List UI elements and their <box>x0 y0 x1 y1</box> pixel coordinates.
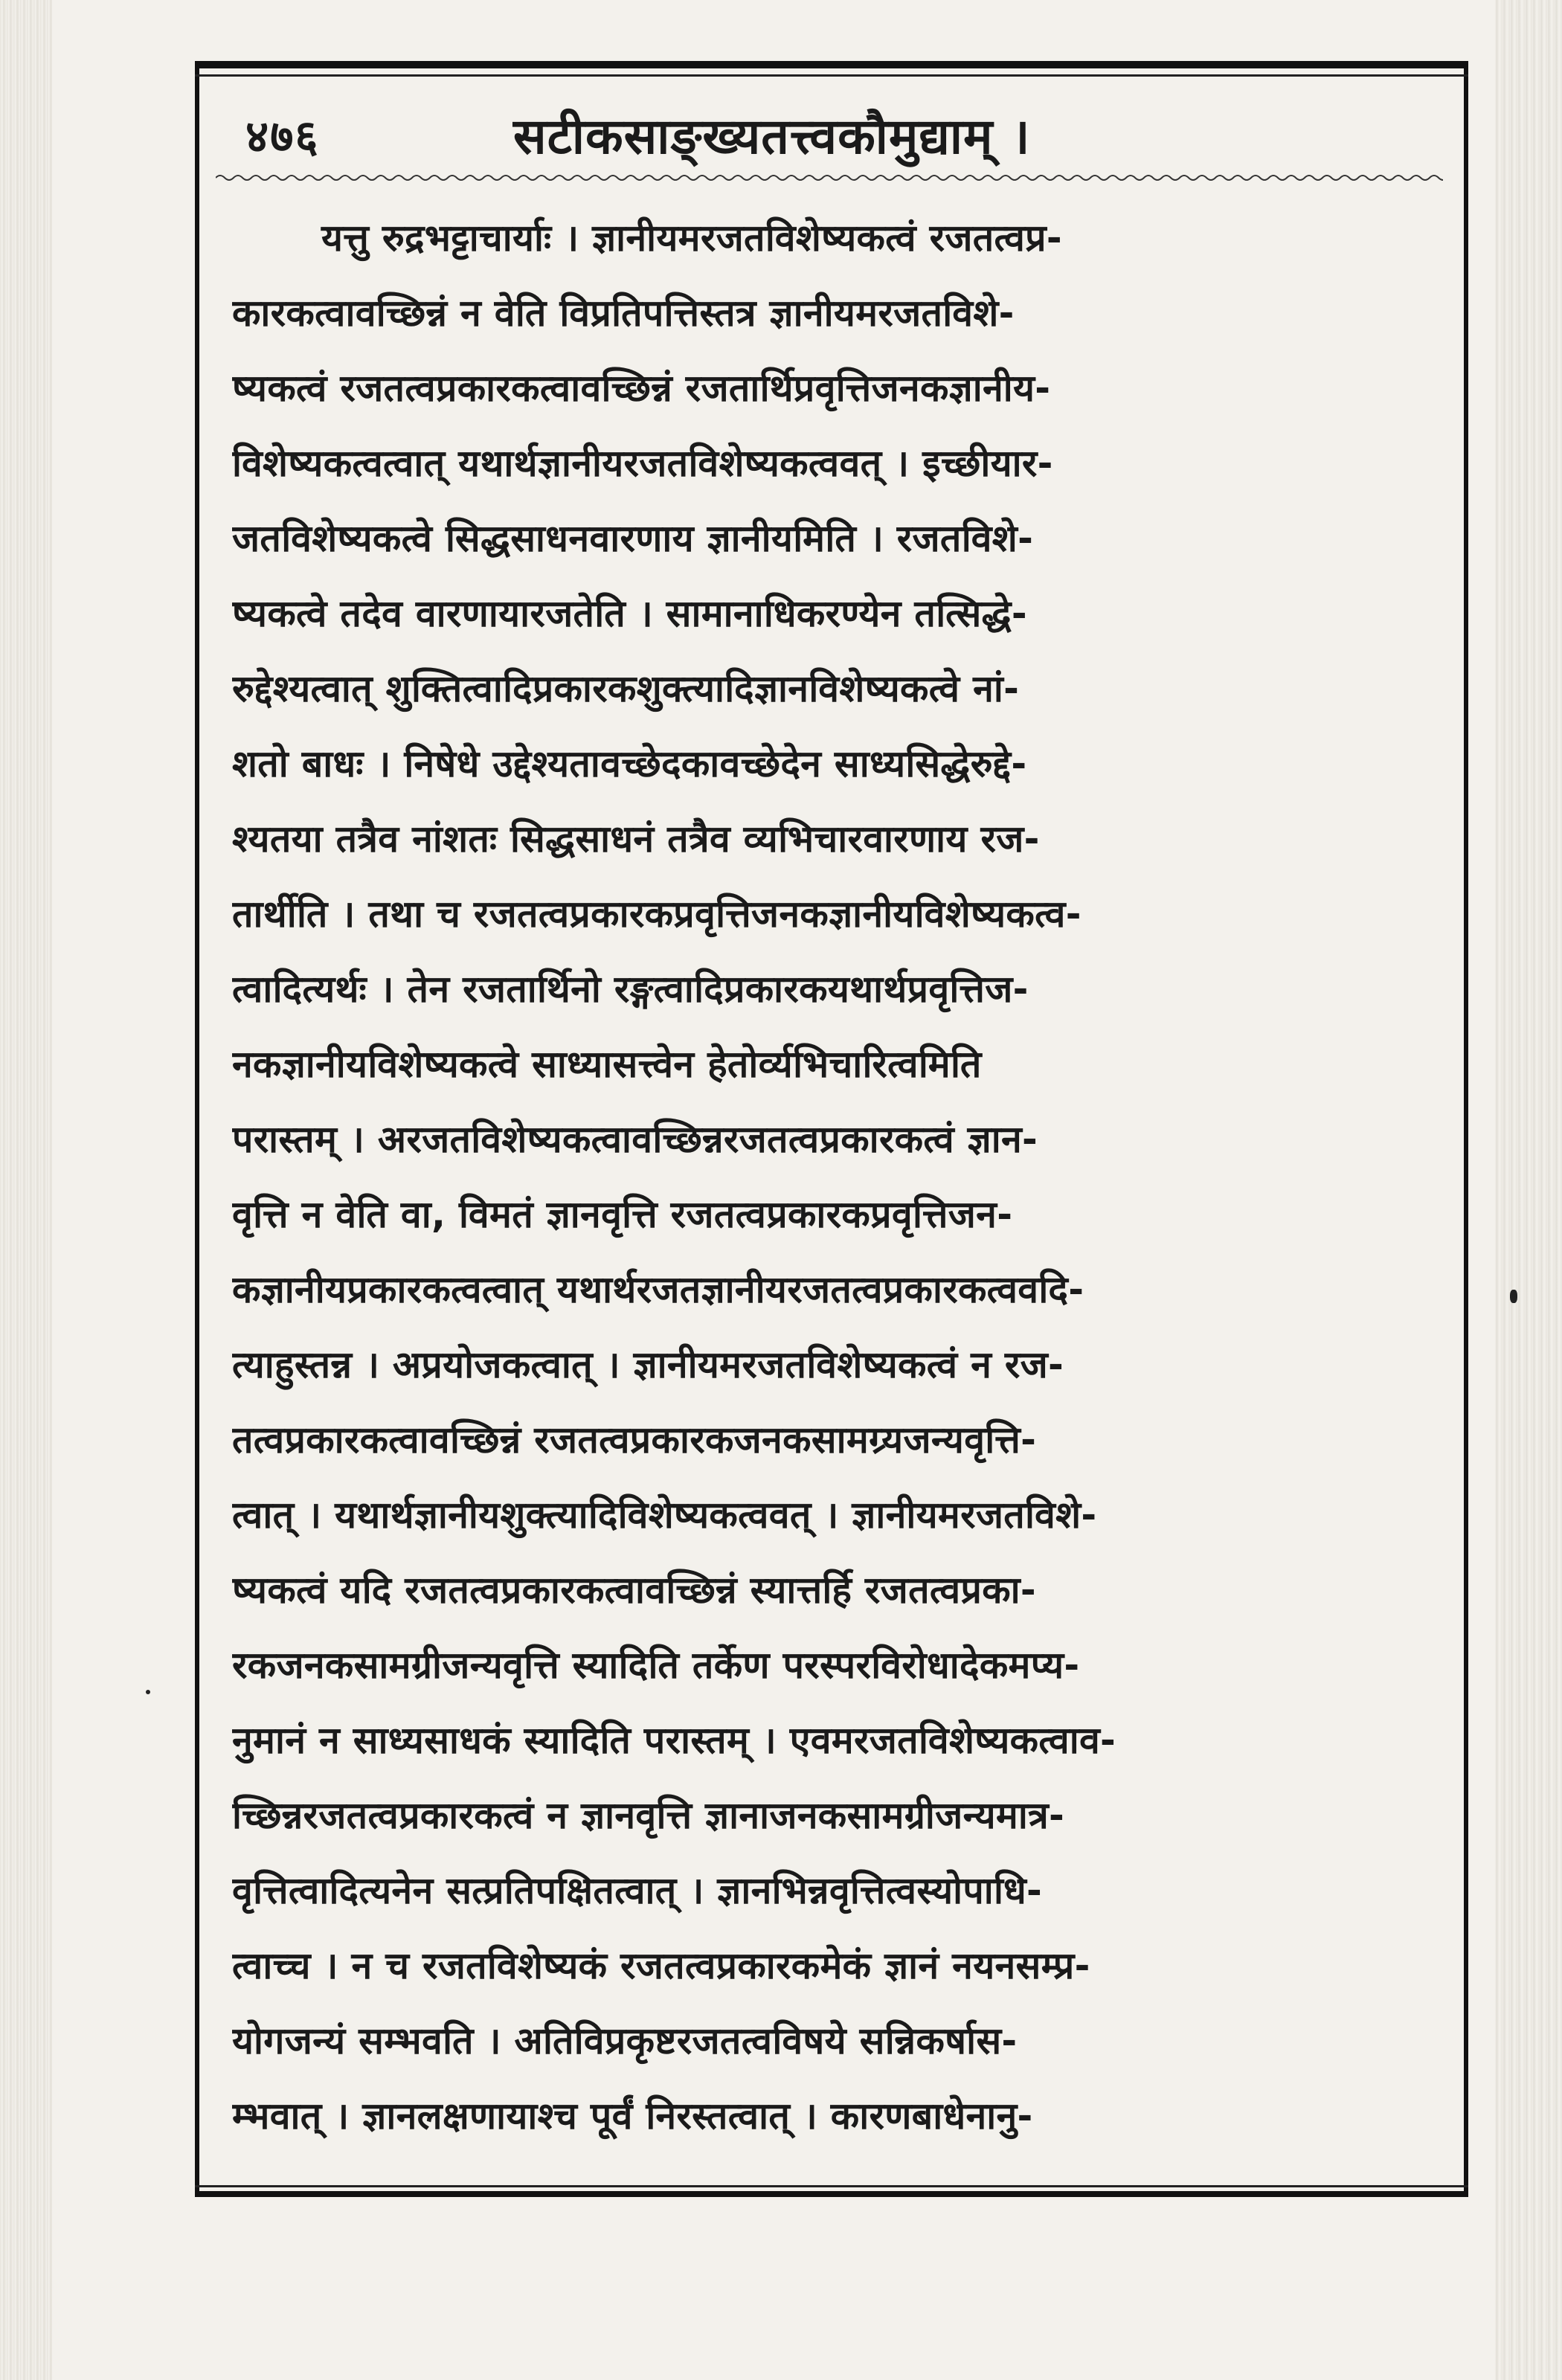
text-line: त्याहुस्तन्न । अप्रयोजकत्वात् । ज्ञानीयमरजतविशेष्यकत्वं न रज- <box>232 1343 1064 1386</box>
text-line: त्वादित्यर्थः । तेन रजतार्थिनो रङ्गत्वादिप्रकारकयथार्थप्रवृत्तिज- <box>232 968 1029 1011</box>
frame-inner-rule-top <box>195 74 1468 77</box>
scan-speck <box>1510 1290 1517 1303</box>
text-line: वृत्ति न वेति वा, विमतं ज्ञानवृत्ति रजतत्वप्रकारकप्रवृत्तिजन- <box>232 1193 1013 1236</box>
body-text <box>232 201 1442 2154</box>
text-line: त्वात् । यथार्थज्ञानीयशुक्त्यादिविशेष्यकत्ववत् । ज्ञानीयमरजतविशे- <box>232 1493 1097 1537</box>
text-line: शतो बाधः । निषेधे उद्देश्यतावच्छेदकावच्छेदेन साध्यसिद्धेरुद्दे- <box>232 742 1027 785</box>
text-line: योगजन्यं सम्भवति । अतिविप्रकृष्टरजतत्वविषये सन्निकर्षास- <box>232 2019 1018 2062</box>
text-line: च्छिन्नरजतत्वप्रकारकत्वं न ज्ञानवृत्ति ज्ञानाजनकसामग्रीजन्यमात्र- <box>232 1794 1065 1837</box>
text-line: नकज्ञानीयविशेष्यकत्वे साध्यासत्त्वेन हेतोर्व्यभिचारित्वमिति <box>232 1043 982 1086</box>
frame-inner-rule-bottom <box>195 2185 1468 2187</box>
binding-shadow-left <box>0 0 52 2380</box>
text-line: जतविशेष्यकत्वे सिद्धसाधनवारणाय ज्ञानीयमिति । रजतविशे- <box>232 517 1034 560</box>
text-line: कारकत्वावच्छिन्नं न वेति विप्रतिपत्तिस्तत्र ज्ञानीयमरजतविशे- <box>232 292 1015 335</box>
running-title: सटीकसाङ्ख्यतत्त्वकौमुद्याम् । <box>513 107 1031 165</box>
text-line: म्भवात् । ज्ञानलक्षणायाश्च पूर्वं निरस्तत्वात् । कारणबाधेनानु- <box>232 2094 1033 2138</box>
text-line: रकजनकसामग्रीजन्यवृत्ति स्यादिति तर्केण परस्परविरोधादेकमप्य- <box>232 1644 1080 1687</box>
header-wavy-rule <box>216 173 1443 183</box>
binding-shadow-right <box>1495 0 1562 2380</box>
text-line: ष्यकत्वं रजतत्वप्रकारकत्वावच्छिन्नं रजतार्थिप्रवृत्तिजनकज्ञानीय- <box>232 367 1051 410</box>
text-line: यत्तु रुद्रभट्टाचार्याः । ज्ञानीयमरजतविशेष्यकत्वं रजतत्वप्र- <box>321 216 1062 260</box>
text-line: रुद्देश्यत्वात् शुक्तित्वादिप्रकारकशुक्त्यादिज्ञानविशेष्यकत्वे नां- <box>232 667 1020 710</box>
scan-speck <box>146 1690 150 1694</box>
text-line: तार्थीति । तथा च रजतत्वप्रकारकप्रवृत्तिजनकज्ञानीयविशेष्यकत्व- <box>232 892 1081 936</box>
page-number: ४७६ <box>245 111 320 163</box>
page-header <box>223 97 1443 178</box>
text-line: श्यतया तत्रैव नांशतः सिद्धसाधनं तत्रैव व्यभिचारवारणाय रज- <box>232 817 1040 861</box>
text-line: नुमानं न साध्यसाधकं स्यादिति परास्तम् । एवमरजतविशेष्यकत्वाव- <box>232 1719 1116 1762</box>
text-line: ष्यकत्वे तदेव वारणायारजतेति । सामानाधिकरण्येन तत्सिद्धे- <box>232 592 1027 635</box>
text-line: ष्यकत्वं यदि रजतत्वप्रकारकत्वावच्छिन्नं स्यात्तर्हि रजतत्वप्रका- <box>232 1569 1036 1612</box>
text-line: वृत्तित्वादित्यनेन सत्प्रतिपक्षितत्वात् । ज्ञानभिन्नवृत्तित्वस्योपाधि- <box>232 1869 1043 1912</box>
text-line: कज्ञानीयप्रकारकत्वत्वात् यथार्थरजतज्ञानीयरजतत्वप्रकारकत्ववदि- <box>232 1268 1084 1311</box>
text-line: त्वाच्च । न च रजतविशेष्यकं रजतत्वप्रकारकमेकं ज्ञानं नयनसम्प्र- <box>232 1944 1090 1987</box>
text-line: विशेष्यकत्वत्वात् यथार्थज्ञानीयरजतविशेष्यकत्ववत् । इच्छीयार- <box>232 442 1053 485</box>
text-line: परास्तम् । अरजतविशेष्यकत्वावच्छिन्नरजतत्वप्रकारकत्वं ज्ञान- <box>232 1118 1038 1161</box>
text-line: तत्वप्रकारकत्वावच्छिन्नं रजतत्वप्रकारकजनकसामग्र्यजन्यवृत्ति- <box>232 1418 1037 1461</box>
